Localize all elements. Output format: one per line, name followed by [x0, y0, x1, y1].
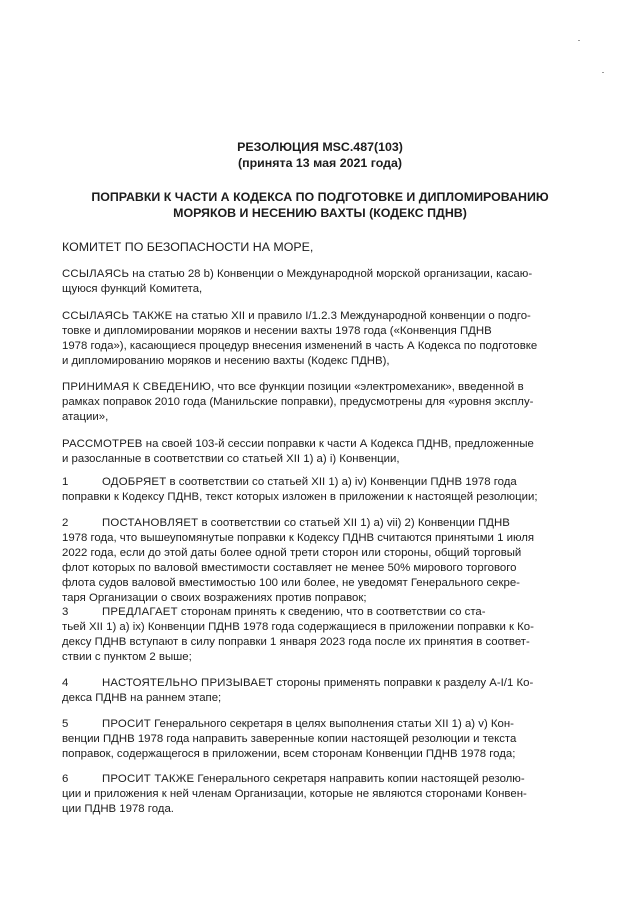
preamble-paragraph	[62, 380, 576, 425]
operative-verb: ПРОСИТ	[102, 718, 151, 730]
operative-paragraph-1	[62, 475, 576, 505]
text-line: Генерального секретаря в целях выполнения статьи XII 1) а) v) Кон-	[150, 718, 514, 730]
scan-speck	[602, 72, 604, 73]
text-line: , что все функции позиции «электромеханик», введенной в	[211, 381, 524, 393]
paragraph-number: 6	[62, 773, 69, 785]
operative-verb: ОДОБРЯЕТ	[102, 476, 167, 488]
text-line: таря Организации о своих возражениях против поправок;	[62, 592, 367, 604]
operative-paragraph-6	[62, 772, 576, 817]
text-line: и дипломированию моряков и несению вахты (Кодекс ПДНВ),	[62, 355, 390, 367]
operative-paragraph-3	[62, 605, 576, 665]
text-line: 2022 года, если до этой даты более одной трети сторон или стороны, общий торговый	[62, 547, 522, 559]
text-line: дексу ПДНВ вступают в силу поправки 1 января 2023 года после их принятия в соответ-	[62, 636, 530, 648]
operative-paragraph-2	[62, 516, 576, 606]
resolution-title: РЕЗОЛЮЦИЯ MSC.487(103)	[237, 140, 403, 154]
text-line: и разосланные в соответствии со статьей XII 1) а) i) Конвенции,	[62, 453, 400, 465]
paragraph-number: 5	[62, 718, 69, 730]
text-line: декса ПДНВ на раннем этапе;	[62, 692, 222, 704]
text-line: на своей 103-й сессии поправки к части А Кодекса ПДНВ, предложенные	[142, 438, 534, 450]
text-line: поправок, содержащегося в приложении, всем сторонам Конвенции ПДНВ 1978 года;	[62, 748, 516, 760]
operative-paragraph-5	[62, 717, 576, 762]
text-line: в соответствии со статьей XII 1) а) iv) Конвенции ПДНВ 1978 года	[166, 476, 517, 488]
preamble-verb: ПРИНИМАЯ К СВЕДЕНИЮ	[62, 381, 212, 393]
preamble-verb: ССЫЛАЯСЬ	[62, 268, 130, 280]
text-line: на статью XII и правило I/1.2.3 Международной конвенции о подго-	[172, 310, 531, 322]
text-line: 1978 года»), касающиеся процедур внесения изменений в часть А Кодекса по подготовке	[62, 340, 538, 352]
text-line: щуюся функций Комитета,	[62, 283, 203, 295]
paragraph-number: 2	[62, 517, 69, 529]
text-line: атации»,	[62, 411, 109, 423]
subject-line-2: МОРЯКОВ И НЕСЕНИЮ ВАХТЫ (КОДЕКС ПДНВ)	[173, 206, 467, 220]
preamble-paragraph	[62, 437, 576, 467]
operative-verb: ПРЕДЛАГАЕТ	[102, 606, 178, 618]
text-line: товке и дипломировании моряков и несении вахты 1978 года («Конвенция ПДНВ	[62, 325, 492, 337]
text-line: флота судов валовой вместимостью 100 или более, не уведомят Генерального секре-	[62, 577, 520, 589]
paragraph-number: 3	[62, 606, 69, 618]
text-line: венции ПДНВ 1978 года направить заверенные копии настоящей резолюции и текста	[62, 733, 517, 745]
preamble-paragraph	[62, 267, 576, 297]
text-line: поправки к Кодексу ПДНВ, текст которых изложен в приложении к настоящей резолюции;	[62, 491, 538, 503]
text-line: сторонам принять к сведению, что в соответствии со ста-	[177, 606, 486, 618]
text-line: на статью 28 b) Конвенции о Международной морской организации, касаю-	[129, 268, 533, 280]
text-line: 1978 года, что вышеупомянутые поправки к Кодексу ПДНВ считаются принятыми 1 июля	[62, 532, 535, 544]
committee-name: КОМИТЕТ ПО БЕЗОПАСНОСТИ НА МОРЕ,	[62, 240, 314, 254]
text-line: тьей XII 1) а) ix) Конвенции ПДНВ 1978 года содержащиеся в приложении поправки к Ко-	[62, 621, 534, 633]
text-line: Генерального секретаря направить копии настоящей резолю-	[194, 773, 525, 785]
text-line: ствии с пунктом 2 выше;	[62, 651, 192, 663]
text-line: флот которых по валовой вместимости составляет не менее 50% мирового торгового	[62, 562, 517, 574]
text-line: ции ПДНВ 1978 года.	[62, 803, 174, 815]
preamble-paragraph	[62, 309, 576, 369]
paragraph-number: 4	[62, 677, 69, 689]
scan-speck	[578, 40, 580, 41]
text-line: ции и приложения к ней членам Организации, которые не являются сторонами Конвен-	[62, 788, 527, 800]
text-line: в соответствии со статьей XII 1) а) vii) 2) Конвенции ПДНВ	[198, 517, 510, 529]
preamble-verb: РАССМОТРЕВ	[62, 438, 143, 450]
text-line: стороны применять поправки к разделу A-I/1 Ко-	[273, 677, 534, 689]
operative-paragraph-4	[62, 676, 576, 706]
operative-verb: ПОСТАНОВЛЯЕТ	[102, 517, 199, 529]
subject-line-1: ПОПРАВКИ К ЧАСТИ А КОДЕКСА ПО ПОДГОТОВКЕ И ДИПЛОМИРОВАНИЮ	[91, 190, 549, 204]
operative-verb: ПРОСИТ ТАКЖЕ	[102, 773, 195, 785]
paragraph-number: 1	[62, 476, 69, 488]
text-line: рамках поправок 2010 года (Манильские поправки), предусмотрены для «уровня эксплу-	[62, 396, 534, 408]
operative-verb: НАСТОЯТЕЛЬНО ПРИЗЫВАЕТ	[102, 677, 274, 689]
adoption-date: (принята 13 мая 2021 года)	[238, 156, 402, 170]
preamble-verb: ССЫЛАЯСЬ ТАКЖЕ	[62, 310, 173, 322]
